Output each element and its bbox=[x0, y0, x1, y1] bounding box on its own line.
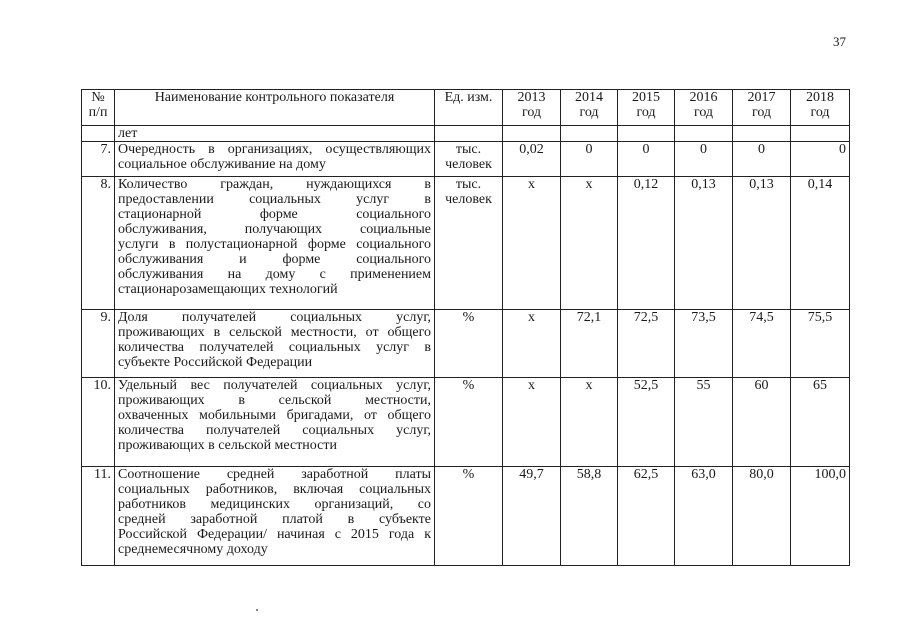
value-cell: 0,13 bbox=[733, 177, 791, 310]
indicators-table bbox=[81, 89, 850, 566]
indicator-name-line: Удельный вес получателей социальных услуг, bbox=[118, 378, 431, 393]
indicator-name-line: обслуживания и форме социального bbox=[118, 252, 431, 267]
header-year-suffix: год bbox=[521, 105, 542, 120]
row-number: 10. bbox=[82, 378, 115, 467]
value-cell: х bbox=[503, 177, 561, 310]
indicator-name-line: Доля получателей социальных услуг, bbox=[118, 310, 431, 325]
header-year-suffix: год bbox=[693, 105, 714, 120]
table-row bbox=[82, 310, 850, 378]
row-number: 11. bbox=[82, 467, 115, 566]
indicator-name-line: обслуживания, получающих социальные bbox=[118, 222, 431, 237]
header-year-suffix: год bbox=[751, 105, 772, 120]
unit-line: человек bbox=[445, 192, 492, 207]
value-cell: 0,14 bbox=[791, 177, 850, 310]
indicator-name-line: Количество граждан, нуждающихся в bbox=[118, 177, 431, 192]
value-cell bbox=[675, 126, 733, 142]
value-cell: 0 bbox=[791, 142, 850, 177]
indicator-name bbox=[115, 142, 435, 177]
value-cell: х bbox=[503, 310, 561, 378]
indicator-name-line: предоставлении социальных услуг в bbox=[118, 192, 431, 207]
indicator-name-line: проживающих в сельской местности, от общего bbox=[118, 325, 431, 340]
header-year bbox=[675, 90, 733, 126]
value-cell: 0,12 bbox=[618, 177, 675, 310]
indicator-name-line: Соотношение средней заработной платы bbox=[118, 467, 431, 482]
header-year bbox=[561, 90, 618, 126]
indicator-name-line: среднемесячному доходу bbox=[118, 542, 268, 557]
value-cell bbox=[791, 126, 850, 142]
header-year-value: 2018 bbox=[806, 90, 834, 105]
unit-cell bbox=[435, 142, 503, 177]
header-year-suffix: год bbox=[810, 105, 830, 120]
value-cell: 55 bbox=[675, 378, 733, 467]
header-year-value: 2013 bbox=[517, 90, 546, 105]
unit-line: % bbox=[462, 378, 475, 393]
indicator-name-line: проживающих в сельской местности, bbox=[118, 393, 431, 408]
indicator-name-line: проживающих в сельской местности bbox=[118, 438, 337, 453]
header-year-suffix: год bbox=[579, 105, 599, 120]
indicator-name-line: социальных работников, включая социальных bbox=[118, 482, 431, 497]
table-row bbox=[82, 467, 850, 566]
unit-line: тыс. bbox=[455, 142, 482, 157]
value-cell: 0 bbox=[733, 142, 791, 177]
value-cell: 60 bbox=[733, 378, 791, 467]
header-year-value: 2014 bbox=[575, 90, 603, 105]
indicator-name bbox=[115, 378, 435, 467]
header-unit: Ед. изм. bbox=[435, 90, 503, 126]
page-number: 37 bbox=[833, 34, 846, 49]
value-cell: 65 bbox=[791, 378, 850, 467]
value-cell: 73,5 bbox=[675, 310, 733, 378]
table-body bbox=[82, 126, 850, 566]
indicator-name-line: работников медицинских организаций, со bbox=[118, 497, 431, 512]
header-year bbox=[791, 90, 850, 126]
value-cell: 49,7 bbox=[503, 467, 561, 566]
indicator-name bbox=[115, 126, 435, 142]
value-cell bbox=[503, 126, 561, 142]
indicator-name-line: охваченных мобильными бригадами, от общего bbox=[118, 408, 431, 423]
indicator-name-line: стационарозамещающих технологий bbox=[118, 282, 338, 297]
value-cell: 0,02 bbox=[503, 142, 561, 177]
indicator-name-line: Российской Федерации/ начиная с 2015 года к bbox=[118, 527, 431, 542]
indicator-name-line: субъекте Российской Федерации bbox=[118, 355, 313, 370]
indicator-name-line: средней заработной платой в субъекте bbox=[118, 512, 431, 527]
unit-cell bbox=[435, 310, 503, 378]
value-cell bbox=[618, 126, 675, 142]
unit-cell bbox=[435, 126, 503, 142]
value-cell: 63,0 bbox=[675, 467, 733, 566]
header-year bbox=[733, 90, 791, 126]
indicator-name bbox=[115, 310, 435, 378]
indicator-name-line: Очередность в организациях, осуществляющих bbox=[118, 142, 431, 157]
header-year-value: 2015 bbox=[632, 90, 660, 105]
unit-cell bbox=[435, 177, 503, 310]
indicator-name-line: социальное обслуживание на дому bbox=[118, 157, 326, 172]
value-cell: 58,8 bbox=[561, 467, 618, 566]
value-cell: 72,5 bbox=[618, 310, 675, 378]
value-cell: 52,5 bbox=[618, 378, 675, 467]
table-row bbox=[82, 177, 850, 310]
header-year bbox=[503, 90, 561, 126]
value-cell: 0 bbox=[675, 142, 733, 177]
value-cell: х bbox=[503, 378, 561, 467]
unit-line: тыс. bbox=[455, 177, 482, 192]
value-cell: 62,5 bbox=[618, 467, 675, 566]
header-name: Наименование контрольного показателя bbox=[115, 90, 435, 126]
value-cell: 80,0 bbox=[733, 467, 791, 566]
row-number: 7. bbox=[82, 142, 115, 177]
value-cell: 74,5 bbox=[733, 310, 791, 378]
header-num bbox=[82, 90, 115, 126]
table-header-row bbox=[82, 90, 850, 126]
indicator-name-line: количества получателей социальных услуг в bbox=[118, 340, 431, 355]
value-cell: 75,5 bbox=[791, 310, 850, 378]
unit-line: % bbox=[462, 467, 475, 482]
table-row bbox=[82, 378, 850, 467]
indicator-name-line: количества получателей социальных услуг, bbox=[118, 423, 431, 438]
table-row bbox=[82, 142, 850, 177]
row-number bbox=[82, 126, 115, 142]
header-year bbox=[618, 90, 675, 126]
table-row bbox=[82, 126, 850, 142]
row-number: 9. bbox=[82, 310, 115, 378]
indicator-name-line: стационарной форме социального bbox=[118, 207, 431, 222]
value-cell: х bbox=[561, 378, 618, 467]
unit-line: % bbox=[462, 310, 475, 325]
value-cell: 72,1 bbox=[561, 310, 618, 378]
value-cell: 0 bbox=[618, 142, 675, 177]
row-number: 8. bbox=[82, 177, 115, 310]
indicator-name bbox=[115, 177, 435, 310]
indicator-name-line: услуги в полустационарной форме социального bbox=[118, 237, 431, 252]
indicator-name-line: лет bbox=[118, 126, 138, 141]
value-cell: 0 bbox=[561, 142, 618, 177]
value-cell bbox=[733, 126, 791, 142]
value-cell bbox=[561, 126, 618, 142]
scan-speck bbox=[256, 609, 258, 611]
value-cell: х bbox=[561, 177, 618, 310]
header-year-suffix: год bbox=[636, 105, 656, 120]
value-cell: 100,0 bbox=[791, 467, 850, 566]
unit-cell bbox=[435, 467, 503, 566]
header-num-line: № bbox=[91, 90, 105, 105]
indicator-name-line: обслуживания на дому с применением bbox=[118, 267, 431, 282]
header-year-value: 2016 bbox=[689, 90, 718, 105]
header-num-line: п/п bbox=[88, 105, 108, 120]
unit-line: человек bbox=[445, 157, 492, 172]
value-cell: 0,13 bbox=[675, 177, 733, 310]
header-year-value: 2017 bbox=[747, 90, 776, 105]
indicator-name bbox=[115, 467, 435, 566]
unit-cell bbox=[435, 378, 503, 467]
